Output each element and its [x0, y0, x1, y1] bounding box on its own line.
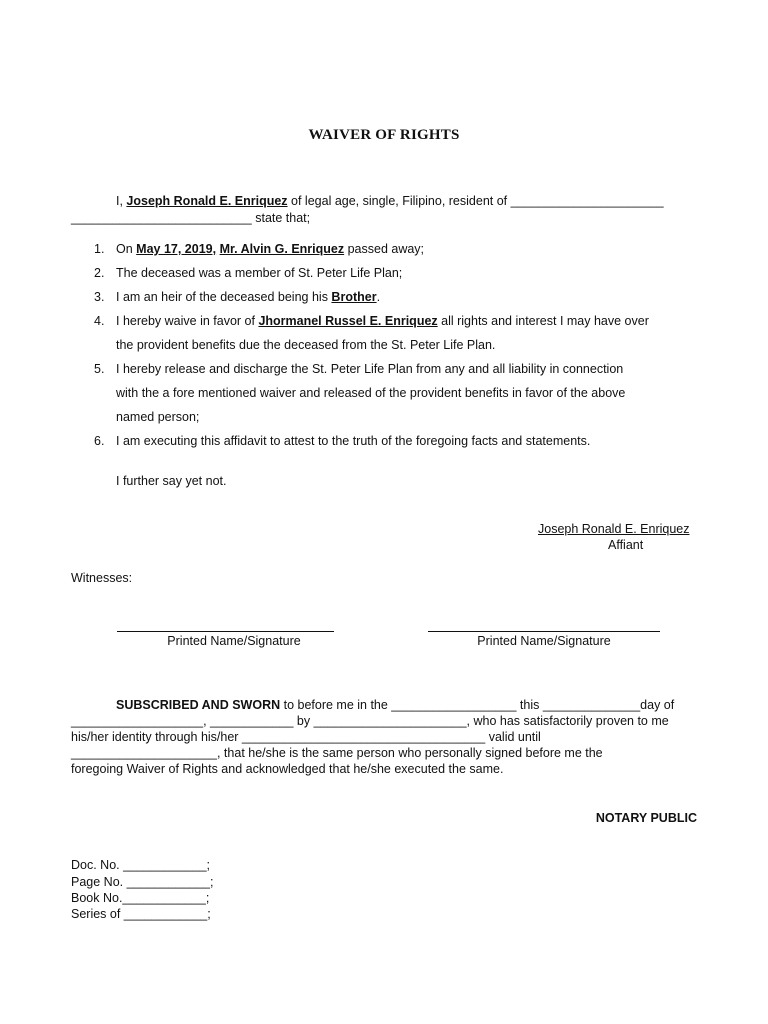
jurat-line-4: _____________________, that he/she is the same person who personally signed before me the [71, 746, 603, 760]
jurat-line-5: foregoing Waiver of Rights and acknowledged that he/she executed the same. [71, 762, 504, 776]
item-1-pre: On [116, 242, 137, 256]
book-number: Book No.____________; [71, 891, 210, 905]
witness-2-signature-line [428, 631, 660, 632]
death-date: May 17, 2019, [136, 242, 217, 256]
document-title: WAIVER OF RIGHTS [308, 127, 460, 143]
affiant-signature-name: Joseph Ronald E. Enriquez [538, 522, 690, 536]
witnesses-label: Witnesses: [71, 571, 133, 585]
page-number: Page No. ____________; [71, 875, 214, 889]
witness-1-caption: Printed Name/Signature [167, 634, 301, 648]
item-6-text: I am executing this affidavit to attest to the truth of the foregoing facts and statements. [116, 434, 591, 448]
item-5-line-3: named person; [116, 410, 200, 424]
item-4-post: all rights and interest I may have over [437, 314, 649, 328]
item-6-number: 6. [94, 434, 105, 448]
intro-rest: of legal age, single, Filipino, resident of ______________________ [287, 194, 664, 208]
deceased-name: Mr. Alvin G. Enriquez [219, 242, 345, 256]
witness-1-signature-line [117, 631, 334, 632]
item-4-line-1 [116, 314, 649, 328]
affiant-role: Affiant [608, 538, 644, 552]
doc-number: Doc. No. ____________; [71, 858, 210, 872]
affiant-name-inline: Joseph Ronald E. Enriquez [126, 194, 288, 208]
item-4-number: 4. [94, 314, 105, 328]
jurat-line-1-rest: to before me in the __________________ this ______________day of [280, 698, 675, 712]
item-5-line-2: with the a fore mentioned waiver and released of the provident benefits in favor of the above [116, 386, 626, 400]
item-2-number: 2. [94, 266, 105, 280]
item-5-line-1: I hereby release and discharge the St. Peter Life Plan from any and all liability in connection [116, 362, 624, 376]
jurat-line-2: ___________________, ____________ by ______________________, who has satisfactorily proven to me [71, 714, 669, 728]
witness-2-caption: Printed Name/Signature [477, 634, 611, 648]
beneficiary-name: Jhormanel Russel E. Enriquez [258, 314, 438, 328]
jurat-line-3: his/her identity through his/her ___________________________________ valid until [71, 730, 541, 744]
item-1-post: passed away; [344, 242, 425, 256]
intro-line-1 [116, 194, 664, 208]
jurat-bold-lead: SUBSCRIBED AND SWORN [116, 698, 281, 712]
item-4-line-2: the provident benefits due the deceased from the St. Peter Life Plan. [116, 338, 496, 352]
intro-lead: I, [116, 194, 127, 208]
item-2-text: The deceased was a member of St. Peter Life Plan; [116, 266, 403, 280]
further-statement: I further say yet not. [116, 474, 227, 488]
item-3-pre: I am an heir of the deceased being his [116, 290, 332, 304]
item-3-post: . [376, 290, 381, 304]
series-of: Series of ____________; [71, 907, 211, 921]
notary-public-label: NOTARY PUBLIC [595, 811, 697, 825]
item-3-number: 3. [94, 290, 105, 304]
item-5-number: 5. [94, 362, 105, 376]
item-4-pre: I hereby waive in favor of [116, 314, 259, 328]
item-3-text [116, 290, 380, 304]
jurat-line-1 [116, 698, 674, 712]
item-1-text [116, 242, 424, 256]
item-1-number: 1. [94, 242, 105, 256]
relation: Brother [331, 290, 377, 304]
intro-line-2: __________________________ state that; [71, 211, 311, 225]
